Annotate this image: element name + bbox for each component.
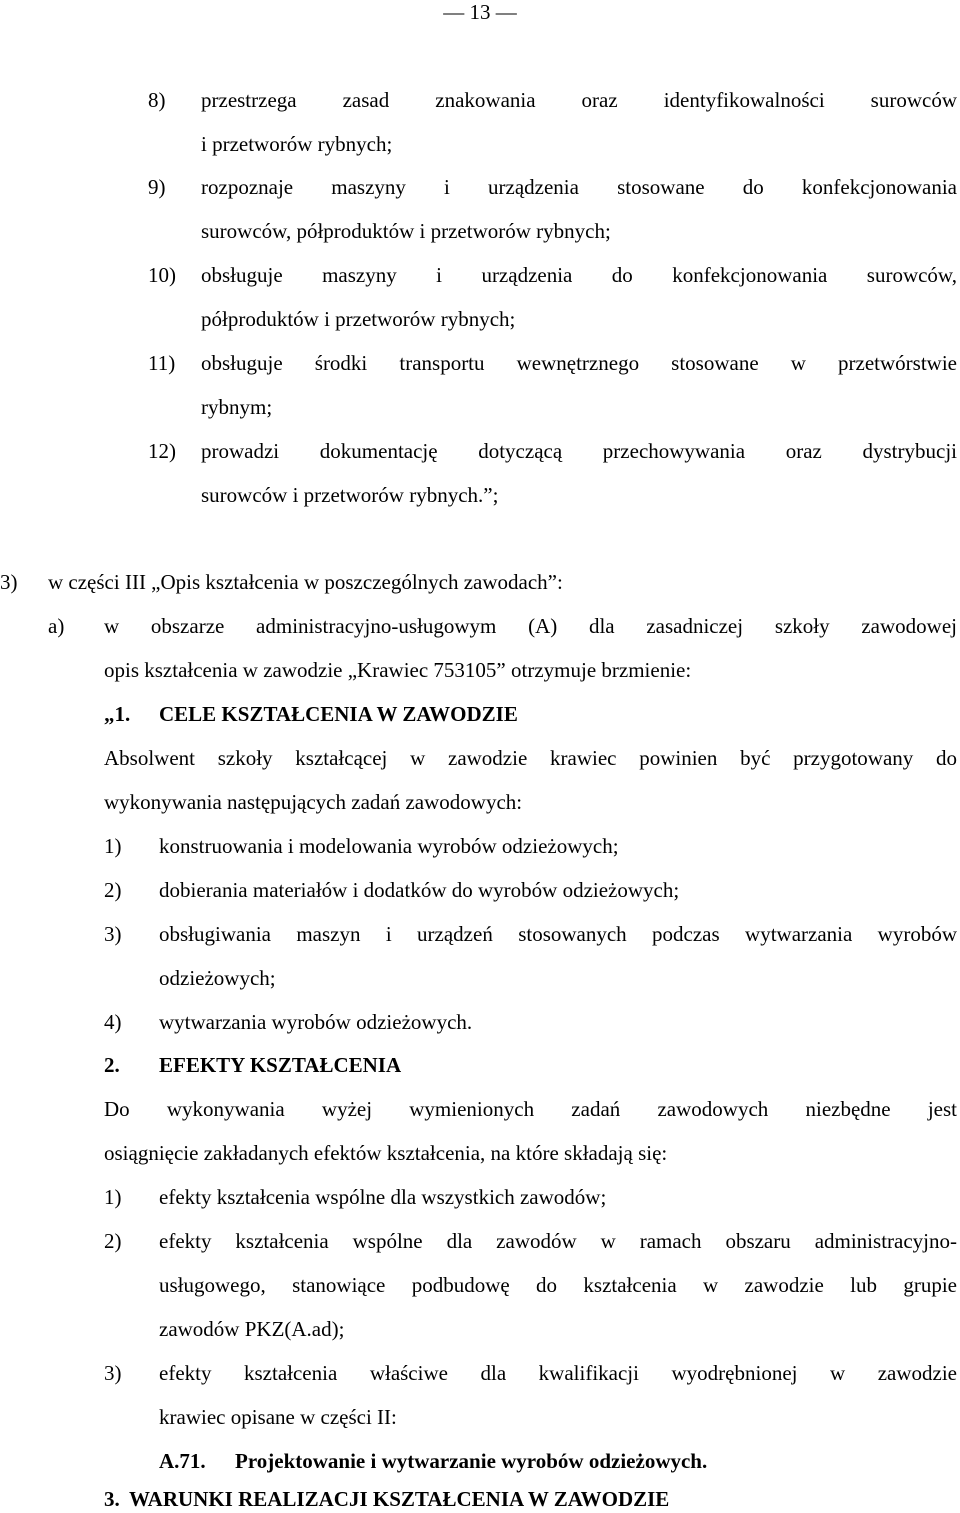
task-item-1-number: 1) bbox=[104, 834, 122, 858]
section-2-title: EFEKTY KSZTAŁCENIA bbox=[159, 1053, 402, 1077]
point-a-line-1: w obszarze administracyjno-usługowym (A) dla zasadniczej szkoły zawodowej bbox=[104, 614, 957, 638]
list-item-12-line-2: surowców i przetworów rybnych.”; bbox=[201, 483, 499, 507]
paragraph-2-line-2: osiągnięcie zakładanych efektów kształcenia, na które składają się: bbox=[104, 1141, 668, 1165]
list-item-9-line-2: surowców, półproduktów i przetworów rybnych; bbox=[201, 219, 611, 243]
list-item-9-number: 9) bbox=[148, 175, 166, 199]
list-item-8-line-1: przestrzega zasad znakowania oraz identyfikowalności surowców bbox=[201, 88, 957, 112]
effects-item-2-number: 2) bbox=[104, 1229, 122, 1253]
page-number: — 13 — bbox=[443, 0, 517, 24]
task-item-1-text: konstruowania i modelowania wyrobów odzieżowych; bbox=[159, 834, 619, 858]
task-item-3-number: 3) bbox=[104, 922, 122, 946]
effects-item-3-number: 3) bbox=[104, 1361, 122, 1385]
paragraph-1-line-1: Absolwent szkoły kształcącej w zawodzie krawiec powinien być przygotowany do bbox=[104, 746, 957, 770]
list-item-10-line-1: obsługuje maszyny i urządzenia do konfekcjonowania surowców, bbox=[201, 263, 957, 287]
effects-item-2-line-2: usługowego, stanowiące podbudowę do kształcenia w zawodzie lub grupie bbox=[159, 1273, 957, 1297]
qualification-code: A.71. bbox=[159, 1449, 206, 1473]
task-item-4-text: wytwarzania wyrobów odzieżowych. bbox=[159, 1010, 473, 1034]
section-3-number: 3. bbox=[104, 1487, 120, 1511]
paragraph-1-line-2: wykonywania następujących zadań zawodowych: bbox=[104, 790, 523, 814]
point-3-number: 3) bbox=[0, 570, 18, 594]
section-1-title: CELE KSZTAŁCENIA W ZAWODZIE bbox=[159, 702, 518, 726]
effects-item-2-line-3: zawodów PKZ(A.ad); bbox=[159, 1317, 345, 1341]
list-item-11-number: 11) bbox=[148, 351, 176, 375]
section-2-number: 2. bbox=[104, 1053, 120, 1077]
paragraph-2-line-1: Do wykonywania wyżej wymienionych zadań zawodowych niezbędne jest bbox=[104, 1097, 957, 1121]
task-item-4-number: 4) bbox=[104, 1010, 122, 1034]
list-item-9-line-1: rozpoznaje maszyny i urządzenia stosowane do konfekcjonowania bbox=[201, 175, 957, 199]
effects-item-1-number: 1) bbox=[104, 1185, 122, 1209]
list-item-8-line-2: i przetworów rybnych; bbox=[201, 132, 393, 156]
effects-item-3-line-2: krawiec opisane w części II: bbox=[159, 1405, 397, 1429]
list-item-8-number: 8) bbox=[148, 88, 166, 112]
list-item-11-line-2: rybnym; bbox=[201, 395, 273, 419]
task-item-3-line-2: odzieżowych; bbox=[159, 966, 276, 990]
effects-item-3-line-1: efekty kształcenia właściwe dla kwalifikacji wyodrębnionej w zawodzie bbox=[159, 1361, 957, 1385]
task-item-2-text: dobierania materiałów i dodatków do wyrobów odzieżowych; bbox=[159, 878, 680, 902]
task-item-3-line-1: obsługiwania maszyn i urządzeń stosowanych podczas wytwarzania wyrobów bbox=[159, 922, 957, 946]
list-item-12-line-1: prowadzi dokumentację dotyczącą przechowywania oraz dystrybucji bbox=[201, 439, 957, 463]
point-a-line-2: opis kształcenia w zawodzie „Krawiec 753105” otrzymuje brzmienie: bbox=[104, 658, 692, 682]
list-item-12-number: 12) bbox=[148, 439, 176, 463]
list-item-10-line-2: półproduktów i przetworów rybnych; bbox=[201, 307, 516, 331]
point-a-number: a) bbox=[48, 614, 65, 638]
section-3-title: WARUNKI REALIZACJI KSZTAŁCENIA W ZAWODZIE bbox=[129, 1487, 670, 1511]
task-item-2-number: 2) bbox=[104, 878, 122, 902]
section-1-number: „1. bbox=[104, 702, 131, 726]
point-3-text: w części III „Opis kształcenia w poszczególnych zawodach”: bbox=[48, 570, 563, 594]
list-item-11-line-1: obsługuje środki transportu wewnętrznego stosowane w przetwórstwie bbox=[201, 351, 957, 375]
list-item-10-number: 10) bbox=[148, 263, 176, 287]
effects-item-1-text: efekty kształcenia wspólne dla wszystkich zawodów; bbox=[159, 1185, 607, 1209]
effects-item-2-line-1: efekty kształcenia wspólne dla zawodów w ramach obszaru administracyjno- bbox=[159, 1229, 957, 1253]
qualification-title: Projektowanie i wytwarzanie wyrobów odzieżowych. bbox=[235, 1449, 708, 1473]
